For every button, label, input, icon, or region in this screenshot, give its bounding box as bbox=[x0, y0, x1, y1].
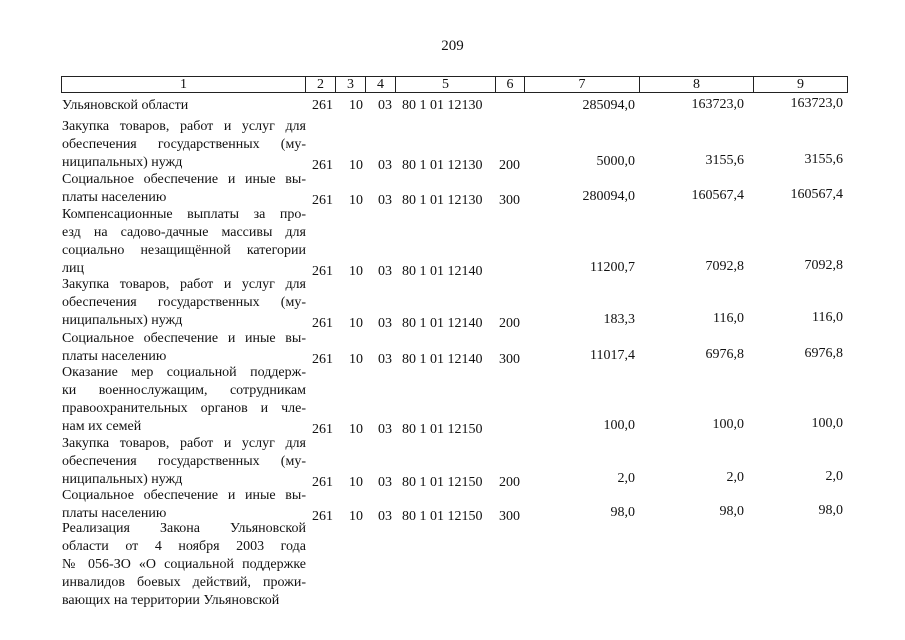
row-name-line: инвалидов боевых действий, прожи- bbox=[62, 575, 306, 590]
cell-value-7: 5000,0 bbox=[596, 154, 635, 169]
column-header: 6 bbox=[495, 76, 525, 93]
cell-value-8: 3155,6 bbox=[705, 153, 744, 168]
row-name-line: ниципальных) нужд bbox=[62, 313, 183, 328]
cell-csr: 80 1 01 12150 bbox=[402, 509, 483, 524]
cell-value-9: 100,0 bbox=[811, 416, 843, 431]
cell-rz: 10 bbox=[349, 422, 363, 437]
cell-value-8: 100,0 bbox=[712, 417, 744, 432]
cell-rz: 10 bbox=[349, 509, 363, 524]
cell-value-7: 2,0 bbox=[617, 471, 635, 486]
row-name-line: вающих на территории Ульяновской bbox=[62, 593, 280, 608]
row-name-line: Социальное обеспечение и иные вы- bbox=[62, 331, 306, 346]
cell-csr: 80 1 01 12140 bbox=[402, 352, 483, 367]
cell-value-7: 11017,4 bbox=[590, 348, 635, 363]
row-name-line: платы населению bbox=[62, 506, 167, 521]
cell-csr: 80 1 01 12130 bbox=[402, 193, 483, 208]
cell-csr: 80 1 01 12140 bbox=[402, 264, 483, 279]
cell-vr: 200 bbox=[499, 158, 520, 173]
cell-pr: 03 bbox=[378, 158, 392, 173]
cell-glava: 261 bbox=[312, 422, 333, 437]
row-name-line: лиц bbox=[62, 261, 84, 276]
cell-value-8: 163723,0 bbox=[691, 97, 744, 112]
cell-value-8: 116,0 bbox=[713, 311, 744, 326]
column-header: 3 bbox=[335, 76, 366, 93]
row-name-line: Реализация Закона Ульяновской bbox=[62, 521, 306, 536]
row-name-line: платы населению bbox=[62, 349, 167, 364]
cell-rz: 10 bbox=[349, 98, 363, 113]
row-name-line: области от 4 ноября 2003 года bbox=[62, 539, 306, 554]
page-number: 209 bbox=[441, 38, 464, 54]
row-name-line: Компенсационные выплаты за про- bbox=[62, 207, 306, 222]
cell-value-8: 98,0 bbox=[719, 504, 744, 519]
cell-value-9: 7092,8 bbox=[804, 258, 843, 273]
cell-value-9: 6976,8 bbox=[804, 346, 843, 361]
cell-pr: 03 bbox=[378, 264, 392, 279]
cell-vr: 200 bbox=[499, 316, 520, 331]
row-name-line: Социальное обеспечение и иные вы- bbox=[62, 488, 306, 503]
row-name-line: езд на садово-дачные массивы для bbox=[62, 225, 306, 240]
cell-rz: 10 bbox=[349, 316, 363, 331]
row-name-line: ки военнослужащим, сотрудникам bbox=[62, 383, 306, 398]
cell-rz: 10 bbox=[349, 264, 363, 279]
cell-value-8: 6976,8 bbox=[705, 347, 744, 362]
cell-pr: 03 bbox=[378, 475, 392, 490]
cell-rz: 10 bbox=[349, 193, 363, 208]
row-name-line: Закупка товаров, работ и услуг для bbox=[62, 436, 306, 451]
cell-glava: 261 bbox=[312, 352, 333, 367]
row-name-line: Социальное обеспечение и иные вы- bbox=[62, 172, 306, 187]
cell-value-9: 160567,4 bbox=[790, 187, 843, 202]
row-name-line: обеспечения государственных (му- bbox=[62, 454, 306, 469]
cell-pr: 03 bbox=[378, 316, 392, 331]
cell-pr: 03 bbox=[378, 509, 392, 524]
row-name-line: обеспечения государственных (му- bbox=[62, 295, 306, 310]
cell-glava: 261 bbox=[312, 475, 333, 490]
cell-value-7: 285094,0 bbox=[582, 98, 635, 113]
cell-vr: 300 bbox=[499, 509, 520, 524]
cell-value-9: 98,0 bbox=[818, 503, 843, 518]
cell-csr: 80 1 01 12130 bbox=[402, 98, 483, 113]
column-header: 8 bbox=[639, 76, 754, 93]
column-header: 1 bbox=[61, 76, 306, 93]
cell-glava: 261 bbox=[312, 98, 333, 113]
cell-glava: 261 bbox=[312, 158, 333, 173]
row-name-line: № 056-ЗО «О социальной поддержке bbox=[62, 557, 306, 572]
cell-vr: 200 bbox=[499, 475, 520, 490]
cell-vr: 300 bbox=[499, 352, 520, 367]
cell-value-9: 2,0 bbox=[825, 469, 843, 484]
cell-pr: 03 bbox=[378, 193, 392, 208]
cell-csr: 80 1 01 12130 bbox=[402, 158, 483, 173]
row-name-line: платы населению bbox=[62, 190, 167, 205]
column-header: 2 bbox=[305, 76, 336, 93]
cell-csr: 80 1 01 12150 bbox=[402, 475, 483, 490]
cell-rz: 10 bbox=[349, 352, 363, 367]
cell-value-8: 7092,8 bbox=[705, 259, 744, 274]
cell-pr: 03 bbox=[378, 98, 392, 113]
cell-pr: 03 bbox=[378, 352, 392, 367]
cell-csr: 80 1 01 12140 bbox=[402, 316, 483, 331]
cell-value-8: 2,0 bbox=[726, 470, 744, 485]
cell-value-7: 98,0 bbox=[610, 505, 635, 520]
cell-value-7: 100,0 bbox=[603, 418, 635, 433]
cell-csr: 80 1 01 12150 bbox=[402, 422, 483, 437]
cell-rz: 10 bbox=[349, 475, 363, 490]
row-name-line: Оказание мер социальной поддерж- bbox=[62, 365, 306, 380]
cell-glava: 261 bbox=[312, 193, 333, 208]
row-name-line: Закупка товаров, работ и услуг для bbox=[62, 277, 306, 292]
column-header: 4 bbox=[365, 76, 396, 93]
column-header: 7 bbox=[524, 76, 640, 93]
cell-rz: 10 bbox=[349, 158, 363, 173]
row-name-line: нам их семей bbox=[62, 419, 142, 434]
cell-glava: 261 bbox=[312, 316, 333, 331]
row-name-line: ниципальных) нужд bbox=[62, 155, 183, 170]
row-name-line: Закупка товаров, работ и услуг для bbox=[62, 119, 306, 134]
row-name-line: ниципальных) нужд bbox=[62, 472, 183, 487]
cell-vr: 300 bbox=[499, 193, 520, 208]
cell-value-7: 183,3 bbox=[603, 312, 635, 327]
row-name-line: обеспечения государственных (му- bbox=[62, 137, 306, 152]
cell-glava: 261 bbox=[312, 509, 333, 524]
cell-value-9: 163723,0 bbox=[790, 96, 843, 111]
row-name-line: правоохранительных органов и чле- bbox=[62, 401, 306, 416]
column-header: 9 bbox=[753, 76, 848, 93]
cell-pr: 03 bbox=[378, 422, 392, 437]
column-header: 5 bbox=[395, 76, 496, 93]
cell-glava: 261 bbox=[312, 264, 333, 279]
row-name-line: Ульяновской области bbox=[62, 98, 189, 113]
row-name-line: социально незащищённой категории bbox=[62, 243, 306, 258]
cell-value-9: 3155,6 bbox=[804, 152, 843, 167]
cell-value-9: 116,0 bbox=[812, 310, 843, 325]
cell-value-8: 160567,4 bbox=[691, 188, 744, 203]
cell-value-7: 11200,7 bbox=[590, 260, 635, 275]
cell-value-7: 280094,0 bbox=[582, 189, 635, 204]
